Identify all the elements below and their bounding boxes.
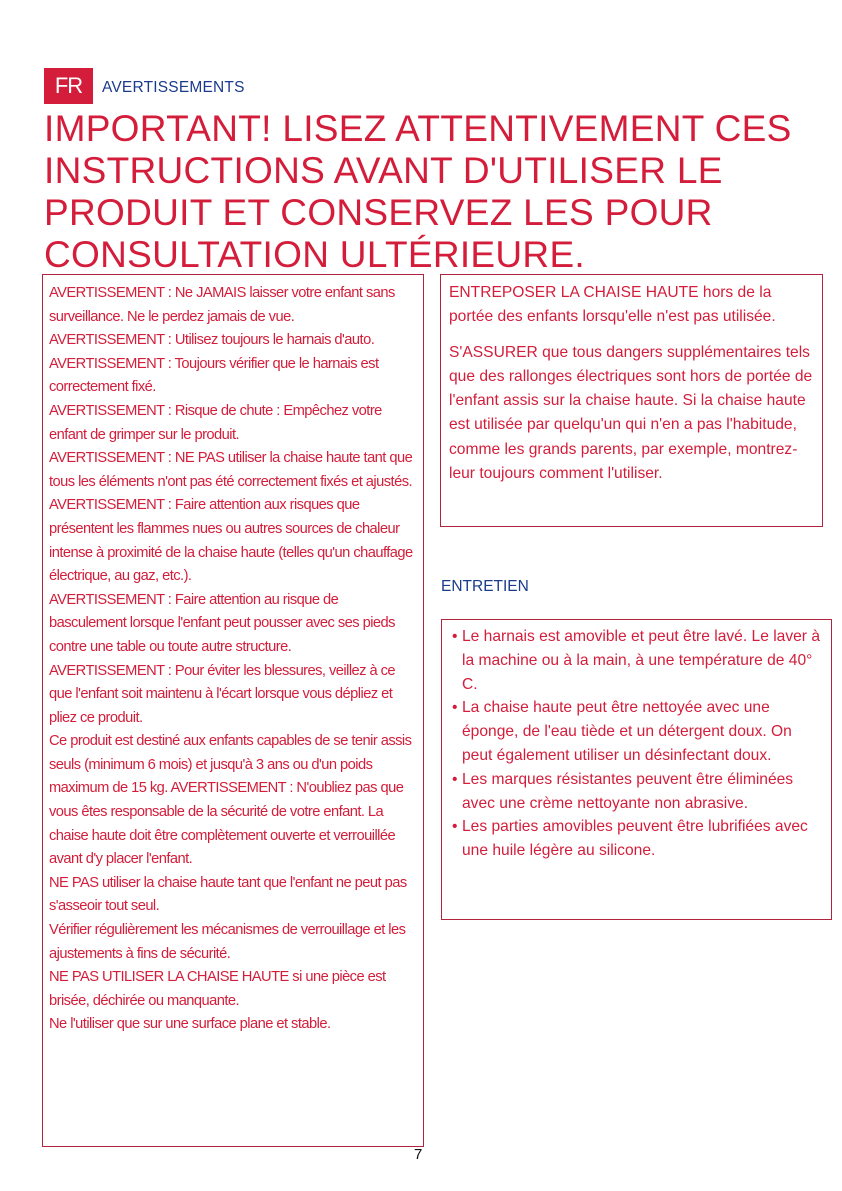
warning-item: NE PAS utiliser la chaise haute tant que l'enfant ne peut pas s'asseoir tout seul.: [49, 874, 407, 915]
warning-item: AVERTISSEMENT : Faire attention aux risques que présentent les flammes nues ou autres sources de chaleur intense à proximité de la chaise haute (telles qu'un chauffage électrique, au gaz, etc.).: [49, 497, 413, 585]
list-item-text: Les marques résistantes peuvent être éliminées avec une crème nettoyante non abrasive.: [462, 770, 794, 812]
maintenance-heading: ENTRETIEN: [441, 578, 529, 595]
storage-box: [440, 274, 823, 527]
storage-paragraph: ENTREPOSER LA CHAISE HAUTE hors de la portée des enfants lorsqu'elle n'est pas utilisée.: [449, 284, 776, 326]
list-item: [452, 696, 821, 767]
warning-item: AVERTISSEMENT : Utilisez toujours le harnais d'auto.: [49, 332, 375, 349]
warning-item: Ce produit est destiné aux enfants capables de se tenir assis seuls (minimum 6 mois) et jusqu'à 3 ans ou d'un poids maximum de 15 kg. AVERTISSEMENT : N'oubliez pas que vous êtes responsable de la sécurité de votre enfant. La chaise haute doit être complètement ouverte et verrouillée avant d'y placer l'enfant.: [49, 733, 412, 868]
warning-item: AVERTISSEMENT : Risque de chute : Empêchez votre enfant de grimper sur le produit.: [49, 402, 382, 443]
page-number: 7: [414, 1146, 423, 1163]
list-item-text: La chaise haute peut être nettoyée avec une éponge, de l'eau tiède et un détergent doux. On peut également utiliser un désinfectant doux.: [462, 699, 792, 764]
bullet-icon: •: [452, 628, 458, 645]
list-item: [452, 815, 821, 863]
warnings-box: [42, 274, 424, 1147]
bullet-icon: •: [452, 770, 458, 788]
storage-paragraph: S'ASSURER que tous dangers supplémentaires tels que des rallonges électriques sont hors de portée de l'enfant assis sur la chaise haute. Si la chaise haute est utilisée par quelqu'un qui n'en a pas l'habitude, comme les grands parents, par exemple, montrez-leur toujours comment l'utiliser.: [449, 343, 813, 483]
warning-item: AVERTISSEMENT : NE PAS utiliser la chaise haute tant que tous les éléments n'ont pas été correctement fixés et ajustés.: [49, 450, 413, 490]
warning-item: AVERTISSEMENT : Faire attention au risque de basculement lorsque l'enfant peut pousser avec ses pieds contre une table ou toute autre structure.: [49, 591, 395, 655]
bullet-icon: •: [452, 818, 458, 836]
warning-item: AVERTISSEMENT : Ne JAMAIS laisser votre enfant sans surveillance. Ne le perdez jamais de vue.: [49, 285, 395, 325]
warning-item: Ne l'utiliser que sur une surface plane et stable.: [49, 1016, 331, 1033]
list-item: [452, 625, 821, 696]
warning-item: Vérifier régulièrement les mécanismes de verrouillage et les ajustements à fins de sécurité.: [49, 922, 406, 962]
warning-item: NE PAS UTILISER LA CHAISE HAUTE si une pièce est brisée, déchirée ou manquante.: [49, 969, 386, 1009]
page-title: IMPORTANT! LISEZ ATTENTIVEMENT CES INSTRUCTIONS AVANT D'UTILISER LE PRODUIT ET CONSERVEZ LES POUR CONSULTATION ULTÉRIEURE.: [44, 108, 792, 275]
language-badge: FR: [44, 68, 93, 104]
warning-item: AVERTISSEMENT : Toujours vérifier que le harnais est correctement fixé.: [49, 355, 379, 396]
maintenance-box: [441, 619, 832, 920]
bullet-icon: •: [452, 699, 458, 717]
list-item-text: Le harnais est amovible et peut être lavé. Le laver à la machine ou à la main, à une température de 40° C.: [462, 628, 821, 693]
list-item-text: Les parties amovibles peuvent être lubrifiées avec une huile légère au silicone.: [462, 818, 808, 860]
warning-item: AVERTISSEMENT : Pour éviter les blessures, veillez à ce que l'enfant soit maintenu à l'écart lorsque vous dépliez et pliez ce produit.: [49, 662, 396, 726]
maintenance-list: [452, 625, 821, 863]
section-label: AVERTISSEMENTS: [102, 79, 245, 96]
list-item: [452, 768, 821, 816]
